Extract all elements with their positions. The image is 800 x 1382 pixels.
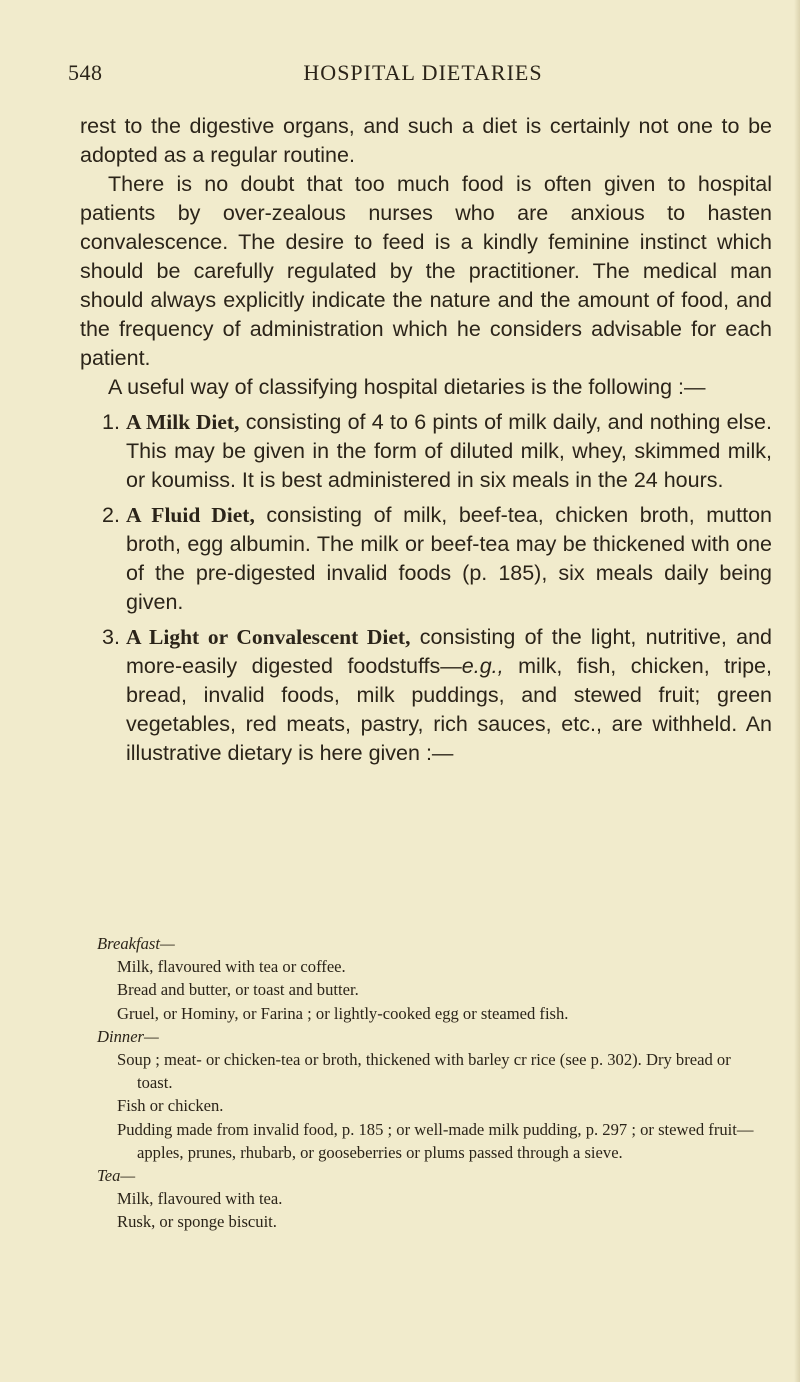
- meal-heading-tea: Tea—: [97, 1166, 136, 1186]
- running-header: [68, 52, 778, 92]
- dietary-item: Milk, flavoured with tea or coffee.: [117, 957, 346, 977]
- diet-description: consisting of the light, nutritive, and more-easily digested foodstuffs—: [126, 625, 772, 678]
- dietary-item: Gruel, or Hominy, or Farina ; or lightly-cooked egg or steamed fish.: [117, 1003, 569, 1023]
- body-text: [80, 112, 772, 768]
- page-number: 548: [68, 60, 103, 85]
- diet-classification-list: [80, 408, 772, 768]
- list-item-light-diet: [80, 623, 772, 768]
- dietary-item: Pudding made from invalid food, p. 185 ; or well-made milk pudding, p. 297 ; or stewed fruit—apples, prunes, rhubarb, or gooseberries or plums passed through a sieve.: [117, 1119, 754, 1162]
- diet-description-cont: milk, fish, chicken, tripe, bread, invalid foods, milk puddings, and stewed fruit; green vegetables, red meats, pastry, rich sauces, etc., are withheld. An illustrative dietary is here given :—: [126, 654, 772, 765]
- list-number: 1.: [102, 410, 120, 434]
- meal-heading-breakfast: Breakfast—: [97, 934, 175, 953]
- eg-abbreviation: e.g.,: [461, 654, 504, 678]
- illustrative-dietary: [97, 932, 769, 1234]
- page-edge-shadow: [794, 0, 800, 1382]
- dietary-item: Soup ; meat- or chicken-tea or broth, thickened with barley cr rice (see p. 302). Dry bread or toast.: [117, 1050, 731, 1093]
- dietary-item: Milk, flavoured with tea.: [117, 1189, 283, 1209]
- dietary-item: Fish or chicken.: [117, 1096, 224, 1116]
- diet-title: A Fluid Diet,: [126, 503, 255, 527]
- diet-description: consisting of milk, beef-tea, chicken broth, mutton broth, egg albumin. The milk or beef-tea may be thickened with one of the pre-digested invalid foods (p. 185), six meals daily being given.: [126, 503, 772, 614]
- paragraph-continuation: rest to the digestive organs, and such a diet is certainly not one to be adopted as a regular routine.: [80, 114, 772, 167]
- paragraph-classification-intro: A useful way of classifying hospital dietaries is the following :—: [108, 375, 706, 399]
- dietary-item: Bread and butter, or toast and butter.: [117, 980, 359, 1000]
- list-number: 2.: [102, 503, 120, 527]
- running-title: HOSPITAL DIETARIES: [303, 60, 543, 85]
- meal-heading-dinner: Dinner—: [97, 1026, 159, 1046]
- diet-description: consisting of 4 to 6 pints of milk daily, and nothing else. This may be given in the form of diluted milk, whey, skimmed milk, or koumiss. It is best administered in six meals in the 24 hours.: [126, 410, 772, 492]
- list-item-fluid-diet: [80, 501, 772, 617]
- list-item-milk-diet: [80, 408, 772, 495]
- dietary-item: Rusk, or sponge biscuit.: [117, 1212, 277, 1232]
- diet-title: A Milk Diet,: [126, 410, 240, 434]
- list-number: 3.: [102, 625, 120, 649]
- paragraph-overfeeding: There is no doubt that too much food is often given to hospital patients by over-zealous nurses who are anxious to hasten convalescence. The desire to feed is a kindly feminine instinct which should be carefully regulated by the practitioner. The medical man should always explicitly indicate the nature and the amount of food, and the frequency of administration which he considers advisable for each patient.: [80, 172, 772, 370]
- diet-title: A Light or Convalescent Diet,: [126, 625, 411, 649]
